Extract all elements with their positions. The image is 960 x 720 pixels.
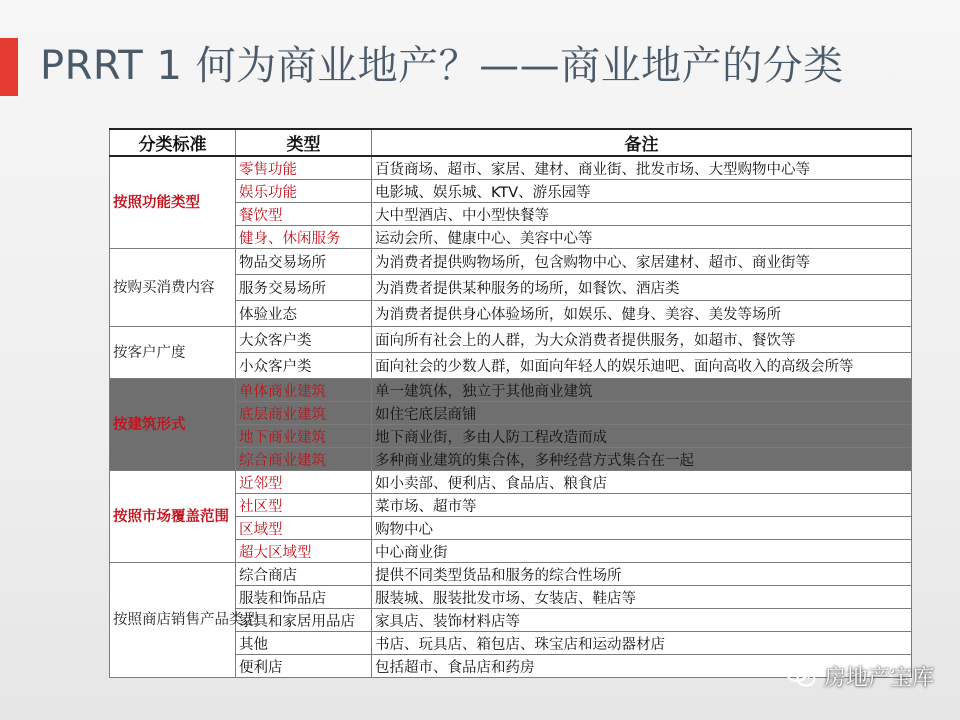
- type-cell: 娱乐功能: [236, 180, 372, 203]
- note-cell: 家具店、装饰材料店等: [372, 609, 912, 632]
- note-cell: 大中型酒店、中小型快餐等: [372, 203, 912, 226]
- table-header-row: [110, 129, 912, 156]
- note-cell: 如小卖部、便利店、食品店、粮食店: [372, 471, 912, 494]
- type-cell: 地下商业建筑: [236, 425, 372, 448]
- classification-table: [109, 128, 912, 678]
- note-cell: 书店、玩具店、箱包店、珠宝店和运动器材店: [372, 632, 912, 655]
- type-cell: 小众客户类: [236, 353, 372, 379]
- type-cell: 便利店: [236, 655, 372, 678]
- header-type: 类型: [236, 129, 372, 156]
- header-notes: 备注: [372, 129, 912, 156]
- type-cell: 其他: [236, 632, 372, 655]
- wechat-icon: [786, 663, 816, 689]
- group-label: 按照功能类型: [110, 156, 236, 249]
- title-accent-bar: [0, 38, 18, 96]
- watermark: [786, 658, 934, 694]
- group-label: 按购买消费内容: [110, 249, 236, 327]
- type-cell: 体验业态: [236, 301, 372, 327]
- note-cell: 地下商业街，多由人防工程改造而成: [372, 425, 912, 448]
- type-cell: 超大区域型: [236, 540, 372, 563]
- note-cell: 为消费者提供购物场所，包含购物中心、家居建材、超市、商业街等: [372, 249, 912, 275]
- group-label: 按照市场覆盖范围: [110, 471, 236, 563]
- note-cell: 单一建筑体，独立于其他商业建筑: [372, 379, 912, 402]
- table-row: [110, 327, 912, 353]
- note-cell: 提供不同类型货品和服务的综合性场所: [372, 563, 912, 586]
- type-cell: 底层商业建筑: [236, 402, 372, 425]
- note-cell: 服装城、服装批发市场、女装店、鞋店等: [372, 586, 912, 609]
- type-cell: 零售功能: [236, 156, 372, 180]
- table-row: [110, 249, 912, 275]
- type-cell: 区域型: [236, 517, 372, 540]
- note-cell: 购物中心: [372, 517, 912, 540]
- type-cell: 大众客户类: [236, 327, 372, 353]
- type-cell: 服装和饰品店: [236, 586, 372, 609]
- group-label: 按客户广度: [110, 327, 236, 379]
- type-cell: 餐饮型: [236, 203, 372, 226]
- note-cell: 中心商业街: [372, 540, 912, 563]
- type-cell: 综合商业建筑: [236, 448, 372, 471]
- type-cell: 综合商店: [236, 563, 372, 586]
- note-cell: 面向所有社会上的人群，为大众消费者提供服务，如超市、餐饮等: [372, 327, 912, 353]
- header-criteria: 分类标准: [110, 129, 236, 156]
- group-label: 按建筑形式: [110, 379, 236, 471]
- table-row: [110, 156, 912, 180]
- note-cell: 多种商业建筑的集合体，多种经营方式集合在一起: [372, 448, 912, 471]
- note-cell: 如住宅底层商铺: [372, 402, 912, 425]
- slide-title: PRRT 1 何为商业地产？——商业地产的分类: [40, 43, 844, 89]
- note-cell: 面向社会的少数人群，如面向年轻人的娱乐迪吧、面向高收入的高级会所等: [372, 353, 912, 379]
- note-cell: 电影城、娱乐城、KTV、游乐园等: [372, 180, 912, 203]
- type-cell: 社区型: [236, 494, 372, 517]
- note-cell: 运动会所、健康中心、美容中心等: [372, 226, 912, 249]
- note-cell: 为消费者提供身心体验场所，如娱乐、健身、美容、美发等场所: [372, 301, 912, 327]
- table-body: [110, 156, 912, 678]
- type-cell: 近邻型: [236, 471, 372, 494]
- note-cell: 百货商场、超市、家居、建材、商业街、批发市场、大型购物中心等: [372, 156, 912, 180]
- group-label: 按照商店销售产品类型: [110, 563, 236, 678]
- table-row: [110, 379, 912, 402]
- type-cell: 健身、休闲服务: [236, 226, 372, 249]
- watermark-text: 房地产宝库: [823, 665, 934, 691]
- note-cell: 包括超市、食品店和药房: [372, 655, 912, 678]
- note-cell: 为消费者提供某种服务的场所，如餐饮、酒店类: [372, 275, 912, 301]
- type-cell: 家具和家居用品店: [236, 609, 372, 632]
- table-row: [110, 471, 912, 494]
- type-cell: 物品交易场所: [236, 249, 372, 275]
- type-cell: 服务交易场所: [236, 275, 372, 301]
- note-cell: 菜市场、超市等: [372, 494, 912, 517]
- table-row: [110, 563, 912, 586]
- type-cell: 单体商业建筑: [236, 379, 372, 402]
